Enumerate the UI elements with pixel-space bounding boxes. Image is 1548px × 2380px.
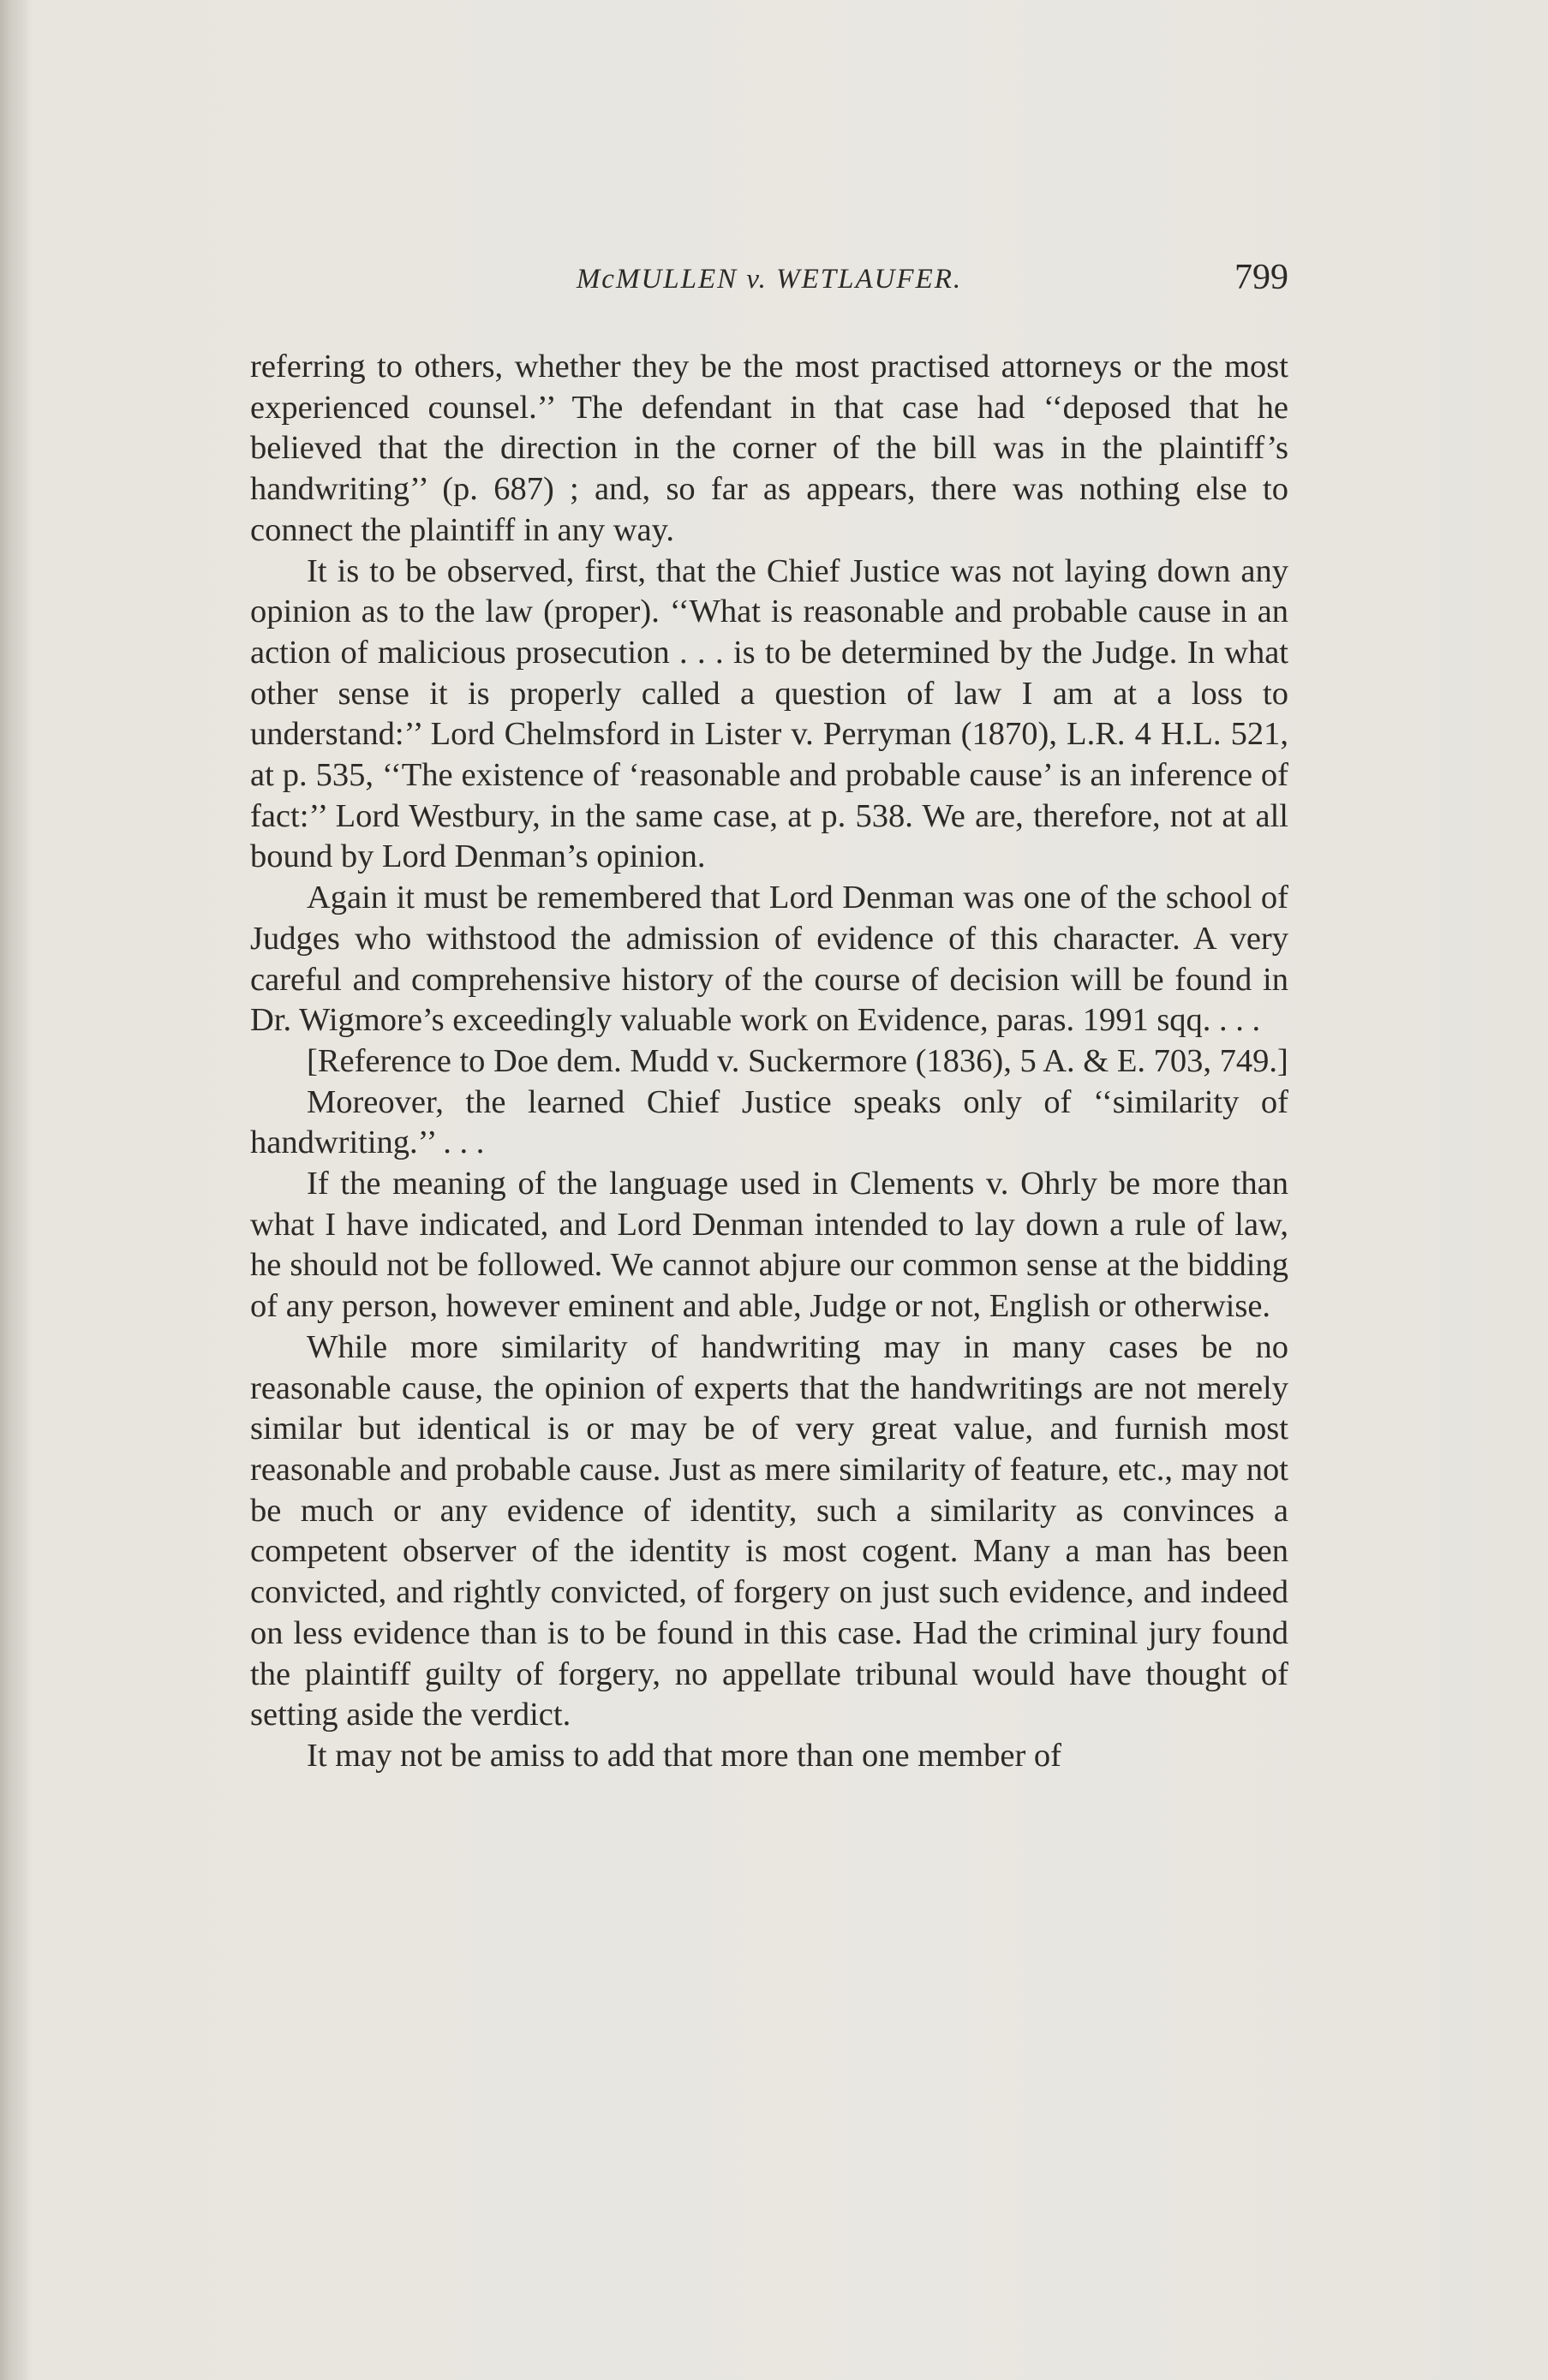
page-number: 799 <box>1234 258 1288 297</box>
page-header <box>250 257 1288 308</box>
paragraph: It is to be observed, first, that the Chief Justice was not laying down any opinion as to the law (proper). ‘‘What is reasonable and probable cause in an action of malicious prosecution . . . is to be determined by the Judge. In what other sense it is properly called a question of law I am at a loss to understand:’’ Lord Chelmsford in Lister v. Perryman (1870), L.R. 4 H.L. 521, at p. 535, ‘‘The existence of ‘reasonable and probable cause’ is an inference of fact:’’ Lord Westbury, in the same case, at p. 538. We are, therefore, not at all bound by Lord Denman’s opinion. <box>250 552 1288 875</box>
paragraph: Moreover, the learned Chief Justice speaks only of ‘‘similarity of handwriting.’’ . . . <box>250 1083 1288 1161</box>
body-text <box>250 347 1288 1777</box>
paragraph: It may not be amiss to add that more than one member of <box>307 1737 1061 1774</box>
paragraph: While more similarity of handwriting may in many cases be no reasonable cause, the opinion of experts that the handwritings are not merely similar but identical is or may be of very great value, and furnish most reasonable and probable cause. Just as mere similarity of feature, etc., may not be much or any evidence of identity, such a similarity as convinces a competent observer of the identity is most cogent. Many a man has been convicted, and rightly convicted, of forgery on just such evidence, and indeed on less evidence than is to be found in this case. Had the criminal jury found the plaintiff guilty of forgery, no appellate tribunal would have thought of setting aside the verdict. <box>250 1328 1288 1733</box>
paragraph: Again it must be remembered that Lord Denman was one of the school of Judges who withstood the admission of evidence of this character. A very careful and comprehensive history of the course of decision will be found in Dr. Wigmore’s exceedingly valuable work on Evidence, paras. 1991 sqq. . . . <box>250 880 1288 1039</box>
binding-edge <box>0 0 29 2380</box>
paragraph-continuation: referring to others, whether they be the most practised attorneys or the most experienced counsel.’’ The defendant in that case had ‘‘deposed that he believed that the direction in the corner of the bill was in the plaintiff’s handwriting’’ (p. 687) ; and, so far as appears, there was nothing else to connect the plaintiff in any way. <box>250 349 1288 548</box>
paragraph: If the meaning of the language used in Clements v. Ohrly be more than what I have indicated, and Lord Denman intended to lay down a rule of law, he should not be followed. We cannot abjure our common sense at the bidding of any person, however eminent and able, Judge or not, English or otherwise. <box>250 1166 1288 1325</box>
paragraph-reference: [Reference to Doe dem. Mudd v. Suckermore (1836), 5 A. & E. 703, 749.] <box>307 1042 1288 1079</box>
running-head: McMULLEN v. WETLAUFER. <box>576 264 963 295</box>
